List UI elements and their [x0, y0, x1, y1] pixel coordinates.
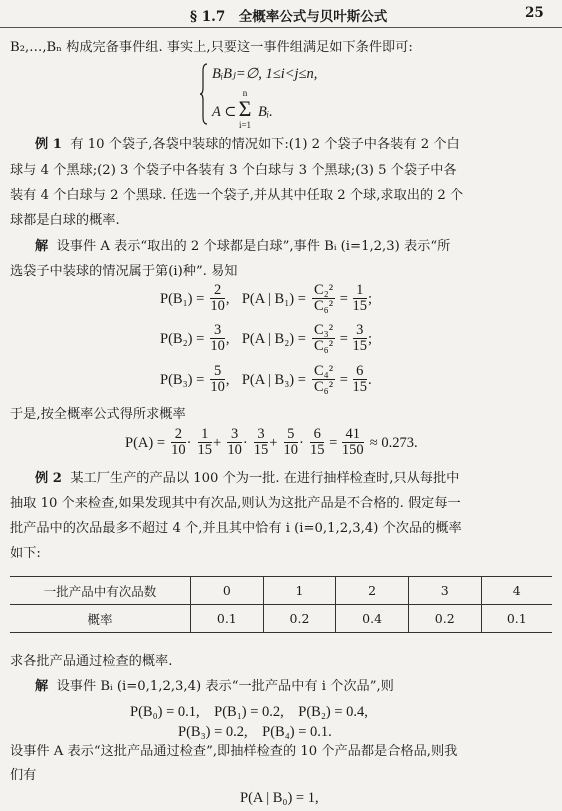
running-header: § 1.7 全概率公式与贝叶斯公式 — [190, 9, 388, 25]
condition-2-right: Bᵢ. — [258, 104, 273, 120]
left-brace-icon — [200, 63, 208, 125]
sum-lower-limit: i=1 — [238, 120, 252, 130]
sum-upper-limit: n — [242, 88, 248, 98]
example2-label: 例 2 — [35, 471, 62, 486]
page-number: 25 — [525, 5, 544, 21]
solution-label: 解 — [35, 679, 49, 694]
example1-line-1: 例 1 有 10 个袋子,各袋中装球的情况如下:(1) 2 个袋子中各装有 2 个白 — [35, 137, 460, 152]
solution-label: 解 — [35, 239, 49, 254]
sum-sign: Σ — [238, 96, 252, 121]
table-row: 概率 0.1 0.2 0.4 0.2 0.1 — [10, 605, 552, 633]
example2-solution-line: 解 设事件 Bᵢ (i=0,1,2,3,4) 表示“一批产品中有 i 个次品”,则 — [35, 679, 394, 694]
event-line-1: 设事件 A 表示“这批产品通过检查”,即抽样检查的 10 个产品都是合格品,则我 — [10, 744, 458, 759]
example2-line-4: 如下: — [10, 546, 41, 561]
example1-line-2: 球与 4 个黑球;(2) 3 个袋子中各装有 3 个白球与 3 个黑球;(3) 5 个袋子中各 — [10, 163, 457, 178]
header-rule — [0, 27, 562, 28]
eq-row-2: P(B₂) = $\frac{3}{10}$ , P(A | B₂) = $\frac{\text{C₃²}}{\text{C₆²}}$ = $\frac{3}{15}$ ; — [160, 322, 373, 354]
condition-2-left: A ⊂ — [212, 104, 237, 120]
condition-1: BᵢBⱼ=∅, 1≤i<j≤n, — [212, 66, 318, 82]
total-formula: P(A) = $\frac{2}{10}$ · $\frac{1}{15}$ + $\frac{3}{10}$ · $\frac{3}{15}$ + $\frac{5}{10}$ · $\frac{6}{15}$ = $\frac{41}{150}$ ≈ 0.273. — [125, 426, 418, 458]
table-row: 一批产品中有次品数 0 1 2 3 4 — [10, 577, 552, 605]
example1-label: 例 1 — [35, 137, 62, 152]
eq-row-3: P(B₃) = $\frac{5}{10}$ , P(A | B₃) = $\frac{\text{C₄²}}{\text{C₆²}}$ = $\frac{6}{15}$ . — [160, 363, 372, 395]
prob-line-2: P(B₃) = 0.2, P(B₄) = 0.1. — [178, 724, 332, 740]
example1-solution-line-2: 选袋子中装球的情况属于第(i)种”. 易知 — [10, 264, 238, 279]
example2-line-2: 抽取 10 个来检查,如果发现其中有次品,则认为这批产品是不合格的. 假定每一 — [10, 496, 461, 511]
total-intro: 于是,按全概率公式得所求概率 — [10, 407, 186, 422]
event-line-2: 们有 — [10, 768, 37, 783]
intro-line: B₂,…,Bₙ 构成完备事件组. 事实上,只要这一事件组满足如下条件即可: — [10, 40, 413, 55]
example2-question: 求各批产品通过检查的概率. — [10, 654, 173, 669]
example1-line-4: 球都是白球的概率. — [10, 213, 120, 228]
example1-solution-line-1: 解 设事件 A 表示“取出的 2 个球都是白球”,事件 Bᵢ (i=1,2,3) 表示“所 — [35, 239, 451, 254]
final-formula: P(A | B₀) = 1, — [240, 790, 319, 806]
example2-line-3: 批产品中的次品最多不超过 4 个,并且其中恰有 i (i=0,1,2,3,4) 个次品的概率 — [10, 521, 462, 536]
prob-line-1: P(B₀) = 0.1, P(B₁) = 0.2, P(B₂) = 0.4, — [130, 704, 368, 720]
condition-brace — [200, 63, 208, 125]
summation — [236, 89, 254, 130]
defect-probability-table — [10, 576, 552, 633]
example2-line-1: 例 2 某工厂生产的产品以 100 个为一批. 在进行抽样检查时,只从每批中 — [35, 471, 460, 486]
eq-row-1: P(B₁) = $\frac{2}{10}$ , P(A | B₁) = $\frac{\text{C₂²}}{\text{C₆²}}$ = $\frac{1}{15}$ ; — [160, 282, 373, 314]
example1-line-3: 装有 4 个白球与 2 个黑球. 任选一个袋子,并从其中任取 2 个球,求取出的 2 个 — [10, 188, 464, 203]
